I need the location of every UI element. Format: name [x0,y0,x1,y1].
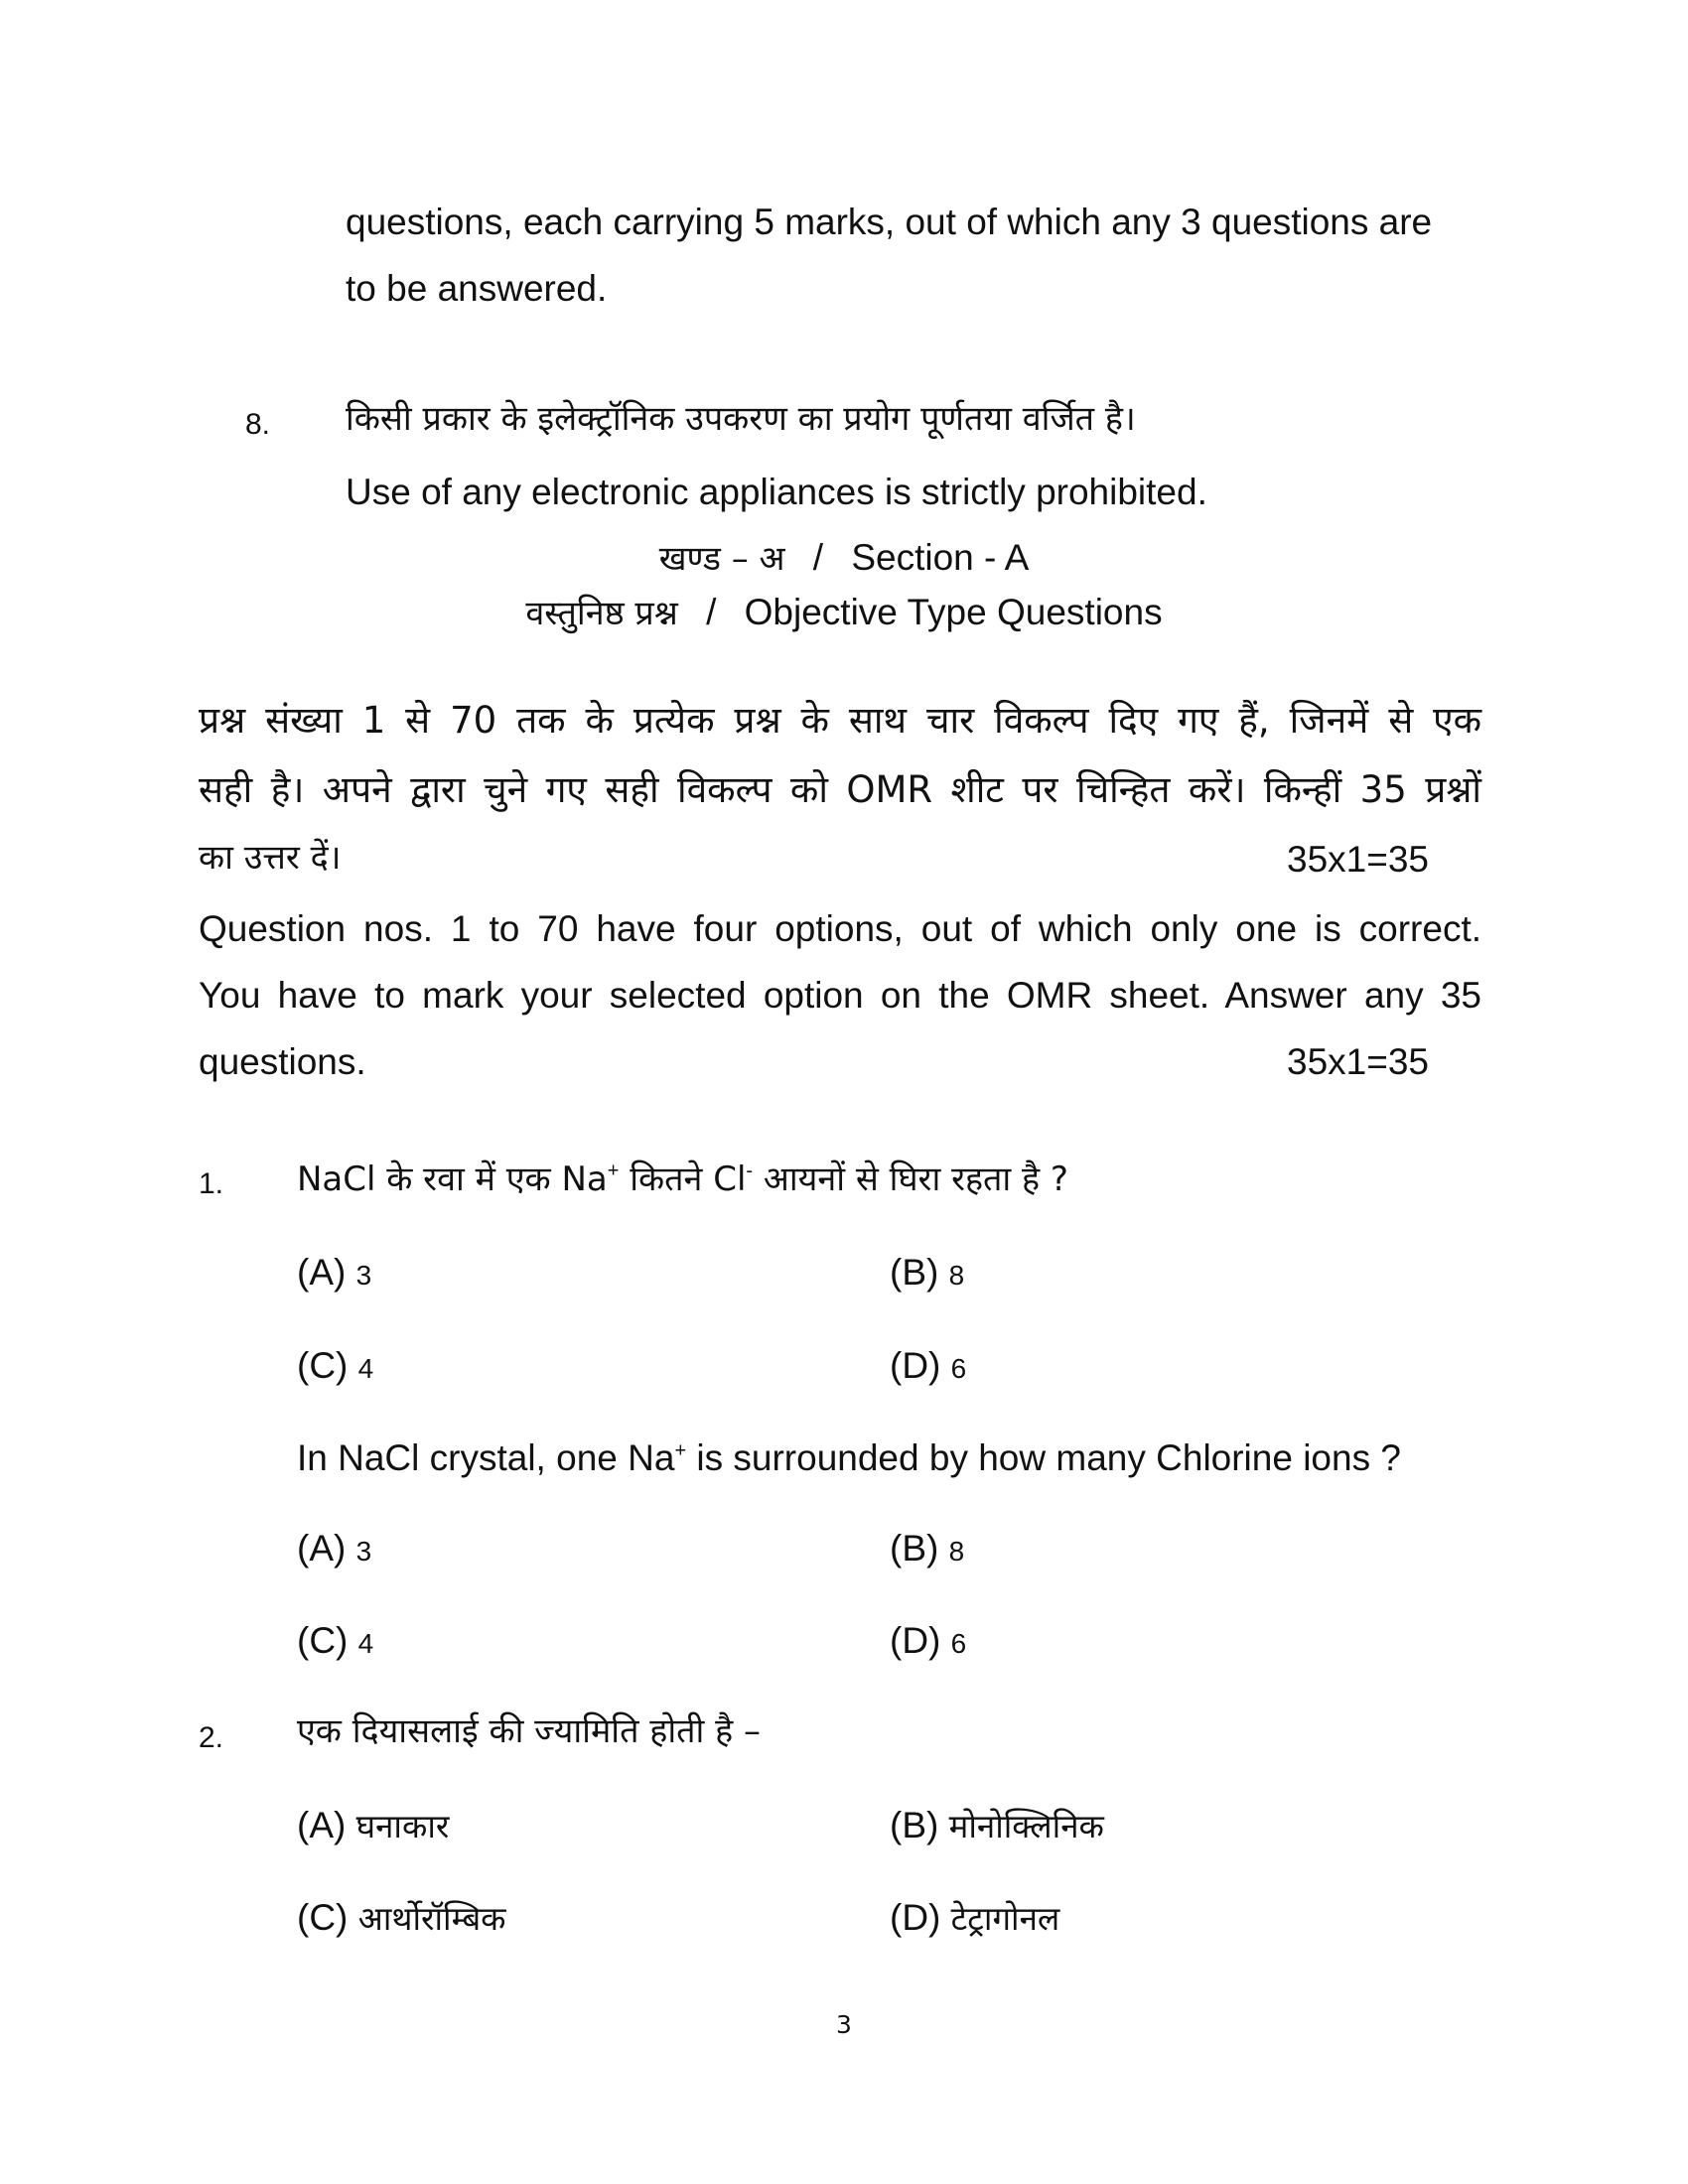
option-value: टेट्रागोनल [950,1899,1060,1938]
question-1-english-option-a[interactable] [297,1530,371,1567]
option-label: (D) [890,1620,941,1661]
question-1-english-option-d[interactable] [890,1622,966,1659]
question-2-option-d[interactable] [890,1899,1059,1936]
section-title-english: Section - A [851,537,1030,578]
question-1-hindi-option-d[interactable] [890,1347,966,1384]
question-2-option-a[interactable] [297,1807,449,1843]
option-value: 6 [950,1353,967,1384]
section-subtitle [0,592,1688,633]
section-instructions-english-line-3: questions. [199,1041,366,1082]
superscript-plus: + [607,1160,620,1182]
page-number: 3 [836,2010,852,2039]
superscript-minus: - [746,1160,754,1182]
option-label: (B) [890,1252,939,1293]
section-instructions-hindi-line-2: सही है। अपने द्वारा चुने गए सही विकल्प को OMR शीट पर चिन्हित करें। किन्हीं 35 प्रश्नों [199,768,1481,811]
option-value: 6 [950,1628,967,1659]
instruction-8-english: Use of any electronic appliances is strictly prohibited. [346,472,1207,512]
section-title [0,537,1688,579]
question-1-hindi-option-a[interactable] [297,1254,371,1291]
option-value: 8 [948,1260,965,1291]
question-1-english-part-2: is surrounded by how many Chlorine ions ? [686,1437,1401,1478]
question-2-option-c[interactable] [297,1899,506,1936]
option-label: (B) [890,1805,939,1845]
option-value: आर्थोरॉम्बिक [357,1899,506,1938]
option-label: (A) [297,1252,347,1293]
instruction-number: 8. [245,408,271,441]
question-2-hindi: एक दियासलाई की ज्यामिति होती है – [297,1711,761,1751]
section-title-hindi: खण्ड – अ [658,539,785,579]
option-value: घनाकार [355,1807,450,1845]
intro-continuation-line-1: questions, each carrying 5 marks, out of which any 3 questions are [346,202,1433,242]
option-label: (C) [297,1620,349,1661]
option-label: (D) [890,1345,941,1386]
option-value: 4 [357,1628,374,1659]
intro-continuation-line-2: to be answered. [346,268,608,309]
section-instructions-english-line-1: Question nos. 1 to 70 have four options, out of which only one is correct. [199,908,1481,949]
question-1-hindi-option-c[interactable] [297,1347,373,1384]
marks-hindi: 35x1=35 [1287,839,1429,880]
option-value: मोनोक्लिनिक [948,1807,1104,1845]
instruction-8-hindi: किसी प्रकार के इलेक्ट्रॉनिक उपकरण का प्रयोग पूर्णतया वर्जित है। [346,399,1136,439]
question-1-hindi-option-b[interactable] [890,1254,964,1291]
option-value: 3 [355,1260,372,1291]
marks-english: 35x1=35 [1287,1041,1429,1082]
question-number: 1. [199,1167,224,1200]
section-subtitle-hindi: वस्तुनिष्ठ प्रश्न [525,594,678,633]
question-1-english-option-c[interactable] [297,1622,373,1659]
question-number: 2. [199,1721,224,1754]
question-1-hindi-part-3: आयनों से घिरा रहता है ? [753,1160,1068,1199]
question-2-option-b[interactable] [890,1807,1104,1843]
question-1-english-option-b[interactable] [890,1530,964,1567]
option-label: (A) [297,1528,347,1569]
option-value: 8 [948,1536,965,1567]
section-instructions-english-line-2: You have to mark your selected option on the OMR sheet. Answer any 35 [199,975,1481,1016]
question-1-hindi [297,1160,1068,1199]
question-1-hindi-part-2: कितने Cl [619,1160,747,1199]
section-instructions-hindi-line-1: प्रश्न संख्या 1 से 70 तक के प्रत्येक प्रश्न के साथ चार विकल्प दिए गए हैं, जिनमें से एक [199,699,1481,742]
section-title-separator: / [812,537,824,578]
option-label: (D) [890,1897,941,1938]
question-1-english [297,1439,1401,1476]
option-label: (B) [890,1528,939,1569]
option-value: 4 [357,1353,374,1384]
option-label: (A) [297,1805,347,1845]
superscript-plus: + [674,1439,687,1462]
question-1-hindi-part-1: NaCl के रवा में एक Na [297,1160,608,1199]
option-value: 3 [355,1536,372,1567]
option-label: (C) [297,1345,349,1386]
section-subtitle-separator: / [706,592,717,632]
question-1-english-part-1: In NaCl crystal, one Na [297,1437,675,1478]
section-subtitle-english: Objective Type Questions [744,592,1163,632]
section-instructions-hindi-line-3: का उत्तर दें। [199,838,342,878]
option-label: (C) [297,1897,349,1938]
